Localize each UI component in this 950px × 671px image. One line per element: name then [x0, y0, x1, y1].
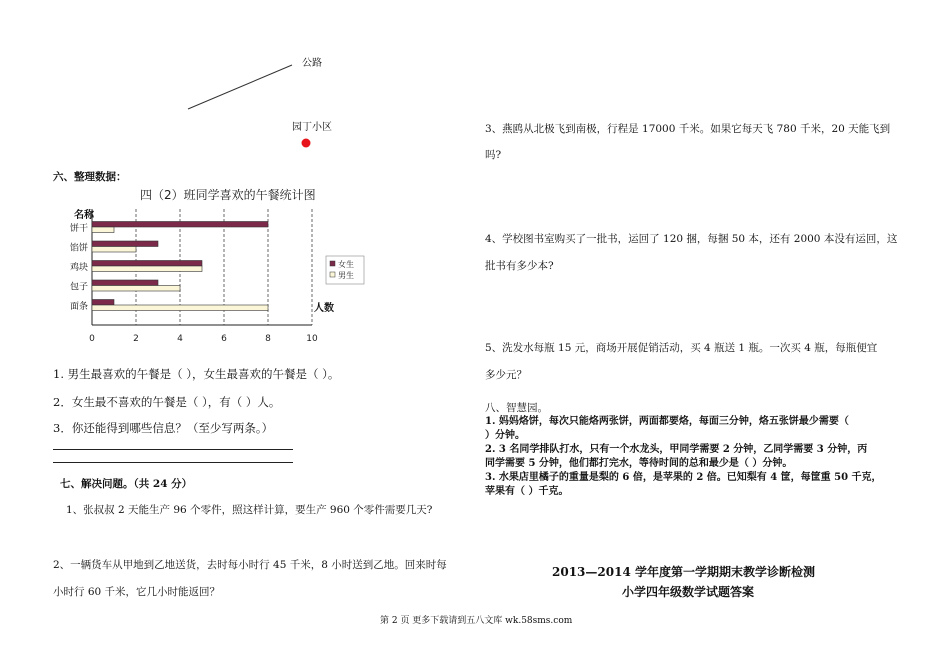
- chart-xlabel: 人数: [314, 303, 334, 314]
- section7-heading: 七、解决问题。（共 24 分）: [60, 478, 193, 490]
- bar-男生: [92, 305, 268, 311]
- problem-4-line1: 4、学校图书室购买了一批书，运回了 120 捆，每捆 50 本，还有 2000 本没有运回，这: [485, 233, 898, 245]
- legend-swatch: [330, 272, 335, 277]
- bar-男生: [92, 227, 114, 233]
- bar-男生: [92, 286, 180, 292]
- bar-女生: [92, 241, 158, 247]
- bar-男生: [92, 266, 202, 272]
- category-label: 饼干: [69, 224, 88, 234]
- x-tick-label: 0: [89, 334, 95, 344]
- problem-7-2-line1: 2、一辆货车从甲地到乙地送货，去时每小时行 45 千米，8 小时送到乙地。回来时每: [53, 559, 447, 571]
- wisdom-3b: 苹果有（ ）千克。: [485, 486, 569, 497]
- problem-3-line2: 吗?: [485, 149, 502, 161]
- lunch-chart: [56, 183, 376, 355]
- question-6-2: 2．女生最不喜欢的午餐是（ ），有（ ）人。: [53, 395, 281, 409]
- answer-line-1: [53, 449, 293, 450]
- answer-line-2: [53, 462, 293, 463]
- problem-5-line1: 5、洗发水每瓶 15 元，商场开展促销活动，买 4 瓶送 1 瓶。一次买 4 瓶，每瓶便宜: [485, 342, 878, 354]
- answer-title-2: 小学四年级数学试题答案: [622, 585, 755, 599]
- x-tick-label: 8: [265, 334, 271, 344]
- wisdom-1: 1. 妈妈烙饼，每次只能烙两张饼，两面都要烙，每面三分钟，烙五张饼最少需要（: [485, 416, 849, 427]
- category-label: 鸡块: [69, 263, 88, 273]
- problem-7-1: 1、张叔叔 2 天能生产 96 个零件，照这样计算，要生产 960 个零件需要几天?: [66, 504, 433, 516]
- community-label: 园丁小区: [292, 122, 332, 133]
- category-label: 包子: [69, 282, 88, 293]
- bar-女生: [92, 280, 158, 286]
- x-tick-label: 6: [221, 334, 227, 344]
- problem-5-line2: 多少元？: [485, 369, 527, 381]
- page-footer: 第 2 页 更多下载请到五八文库 wk.58sms.com: [380, 616, 573, 626]
- wisdom-2b: 同学需要 5 分钟，他们都打完水，等待时间的总和最少是（ ）分钟。: [485, 458, 793, 469]
- category-label: 面条: [69, 302, 88, 312]
- bar-女生: [92, 300, 114, 306]
- legend-label: 女生: [338, 260, 354, 269]
- bar-男生: [92, 247, 136, 253]
- answer-title-1: 2013—2014 学年度第一学期期末教学诊断检测: [552, 565, 815, 579]
- road-line: [188, 65, 292, 109]
- section8-heading: 八、智慧园。: [485, 402, 548, 414]
- legend-label: 男生: [338, 271, 354, 280]
- road-label: 公路: [302, 58, 322, 69]
- bar-女生: [92, 222, 268, 228]
- problem-3-line1: 3、燕鸥从北极飞到南极，行程是 17000 千米。如果它每天飞 780 千米，20 天能飞到: [485, 123, 891, 135]
- x-tick-label: 4: [177, 334, 183, 344]
- bar-女生: [92, 261, 202, 267]
- question-6-1: 1. 男生最喜欢的午餐是（ ），女生最喜欢的午餐是（ ）。: [53, 367, 340, 381]
- community-marker: [302, 139, 311, 148]
- wisdom-3: 3. 水果店里橘子的重量是梨的 6 倍，是苹果的 2 倍。已知梨有 4 筐，每筐重 50 千克，: [485, 472, 882, 483]
- problem-4-line2: 批书有多少本?: [485, 260, 554, 272]
- section6-heading: 六、整理数据：: [53, 171, 127, 183]
- question-6-3: 3．你还能得到哪些信息？（至少写两条。）: [53, 421, 274, 435]
- problem-7-2-line2: 小时行 60 千米，它几小时能返回？: [53, 586, 221, 598]
- x-tick-label: 10: [306, 334, 318, 344]
- wisdom-1b: ）分钟。: [485, 430, 525, 441]
- chart-title: 四（2）班同学喜欢的午餐统计图: [140, 188, 316, 202]
- chart-ylabel: 名称: [74, 210, 94, 221]
- legend-swatch: [330, 261, 335, 266]
- category-label: 馅饼: [69, 243, 88, 254]
- x-tick-label: 2: [133, 334, 139, 344]
- wisdom-2: 2. 3 名同学排队打水，只有一个水龙头，甲同学需要 2 分钟，乙同学需要 3 分钟，丙: [485, 444, 868, 455]
